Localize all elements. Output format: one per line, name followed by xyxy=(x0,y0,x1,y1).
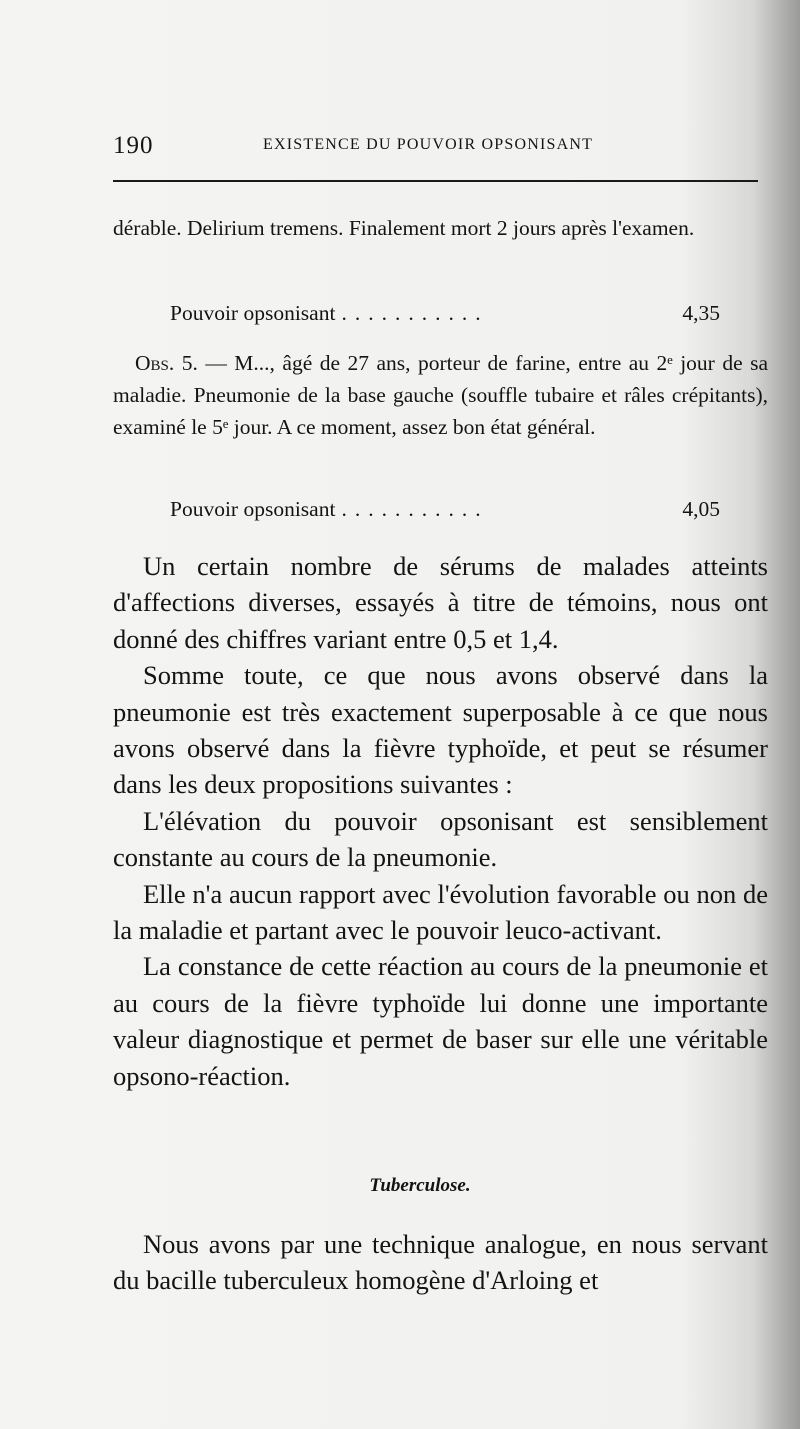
section-title: Tuberculose. xyxy=(369,1175,471,1196)
observation-label: Obs. 5. xyxy=(135,351,198,375)
paragraph-diagnostic: La constance de cette réaction au cours de la pneumonie et au cours de la fièvre typhoïde lui donne une importante valeur diagnostique et permet de baser sur elle une véritable opsono-réaction. xyxy=(113,951,768,1091)
running-title: EXISTENCE DU POUVOIR OPSONISANT xyxy=(263,136,594,153)
observation-paragraph xyxy=(113,347,768,443)
value-number: 4,05 xyxy=(682,497,720,521)
observation-text xyxy=(113,347,768,443)
main-text xyxy=(113,548,768,1094)
value-label: Pouvoir opsonisant xyxy=(170,301,336,325)
header-rule xyxy=(113,180,758,182)
value-line-2 xyxy=(170,494,720,524)
page-header xyxy=(113,132,763,162)
paragraph-continuation xyxy=(113,212,768,244)
page-number: 190 xyxy=(113,132,154,159)
observation-body: — M..., âgé de 27 ans, porteur de farine, entre au 2ᵉ jour de sa maladie. Pneumonie de la base gauche (souffle tubaire et râles crépitants), examiné le 5ᵉ jour. A ce moment, assez bon état général. xyxy=(113,351,768,439)
leader-dots: ........... xyxy=(341,497,489,521)
tuberculosis-text xyxy=(113,1226,768,1299)
paragraph-text: dérable. Delirium tremens. Finalement mort 2 jours après l'examen. xyxy=(113,216,695,240)
value-line-1 xyxy=(170,298,720,328)
paragraph-summary: Somme toute, ce que nous avons observé dans la pneumonie est très exactement superposable à ce que nous avons observé dans la fièvre typhoïde, et peut se résumer dans les deux propositions suivantes : xyxy=(113,660,768,800)
leader-dots: ........... xyxy=(341,301,489,325)
paragraph-proposition-2: Elle n'a aucun rapport avec l'évolution favorable ou non de la maladie et partant avec le pouvoir leuco-activant. xyxy=(113,878,768,946)
paragraph-controls: Un certain nombre de sérums de malades atteints d'affections diverses, essayés à titre de témoins, nous ont donné des chiffres variant entre 0,5 et 1,4. xyxy=(113,551,768,654)
value-label: Pouvoir opsonisant xyxy=(170,497,336,521)
value-number: 4,35 xyxy=(682,301,720,325)
paragraph-proposition-1: L'élévation du pouvoir opsonisant est sensiblement constante au cours de la pneumonie. xyxy=(113,805,768,873)
paragraph-tuberculosis: Nous avons par une technique analogue, en nous servant du bacille tuberculeux homogène d'Arloing et xyxy=(113,1229,768,1296)
